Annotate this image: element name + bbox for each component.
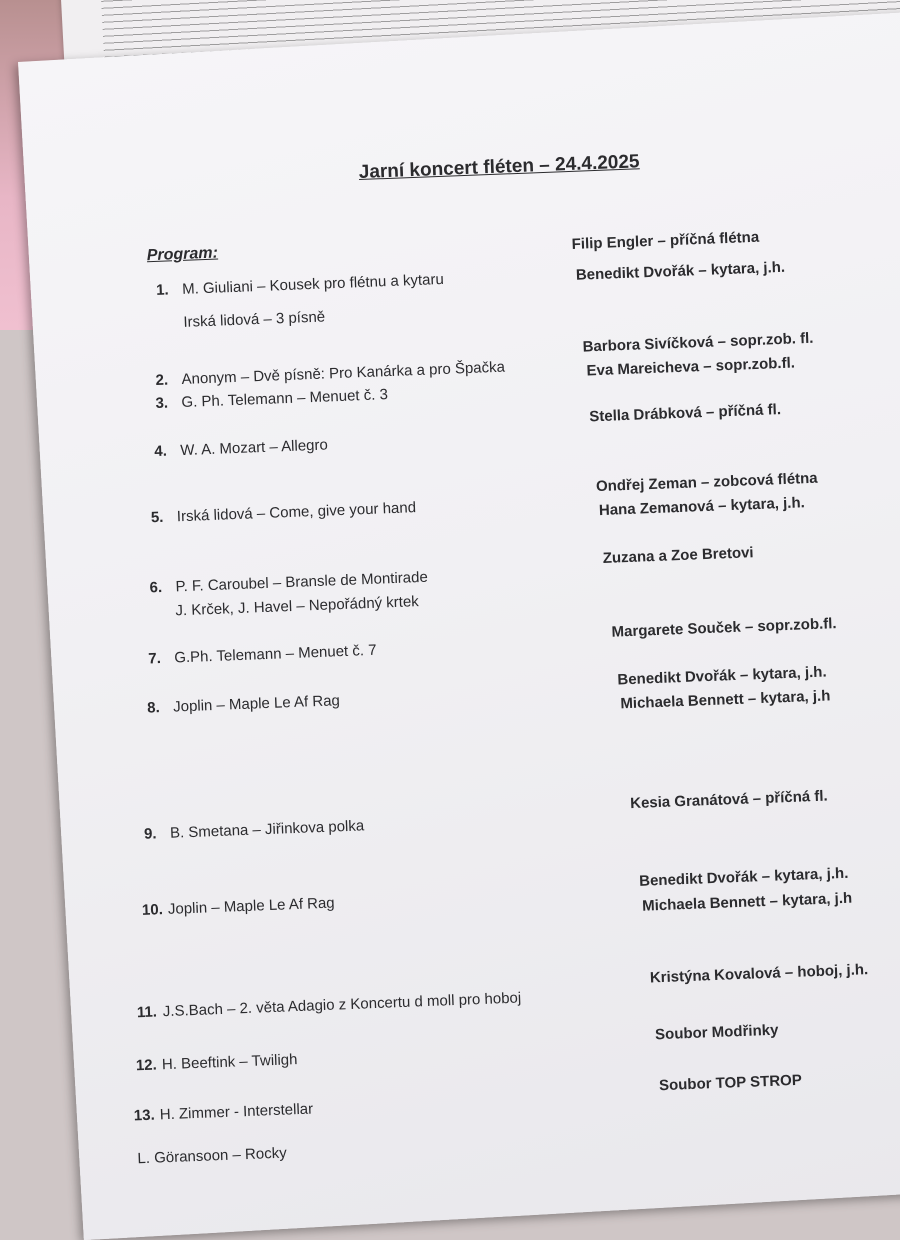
item-number: 13. bbox=[133, 1106, 156, 1125]
item-piece: M. Giuliani – Kousek pro flétnu a kytaru bbox=[181, 270, 445, 298]
program-item-7 bbox=[148, 642, 377, 668]
item-piece: Irská lidová – 3 písně bbox=[183, 308, 326, 331]
item-piece: G. Ph. Telemann – Menuet č. 3 bbox=[181, 386, 389, 412]
page-title: Jarní koncert fléten – 24.4.2025 bbox=[358, 151, 640, 184]
program-item-6-line-2 bbox=[175, 593, 419, 619]
item-piece: H. Beeftink – Twiligh bbox=[161, 1051, 298, 1074]
performer-1: Filip Engler – příčná flétna bbox=[571, 228, 760, 253]
program-content bbox=[20, 45, 900, 1199]
program-item-10 bbox=[142, 895, 335, 919]
program-item-9 bbox=[144, 817, 365, 842]
item-piece: B. Smetana – Jiřinkova polka bbox=[169, 817, 365, 842]
item-piece: J.S.Bach – 2. věta Adagio z Koncertu d moll pro hoboj bbox=[162, 989, 522, 1021]
program-item-13 bbox=[134, 1101, 314, 1125]
item-piece: Joplin – Maple Le Af Rag bbox=[172, 692, 341, 716]
performer-4: Eva Mareicheva – sopr.zob.fl. bbox=[586, 354, 796, 380]
item-number: 9. bbox=[143, 825, 157, 843]
program-item-1 bbox=[156, 271, 444, 299]
item-number: 6. bbox=[149, 578, 163, 597]
performer-14: Michaela Bennett – kytara, j.h bbox=[641, 889, 853, 915]
performer-9: Margarete Souček – sopr.zob.fl. bbox=[611, 615, 837, 641]
program-item-13-line-2 bbox=[137, 1145, 287, 1168]
program-item-6 bbox=[149, 569, 428, 597]
performer-13: Benedikt Dvořák – kytara, j.h. bbox=[638, 864, 849, 890]
item-number: 2. bbox=[155, 371, 169, 390]
item-number: 1. bbox=[155, 281, 170, 299]
item-piece: Joplin – Maple Le Af Rag bbox=[167, 894, 335, 918]
item-number: 12. bbox=[135, 1056, 158, 1075]
performer-10: Benedikt Dvořák – kytara, j.h. bbox=[617, 663, 827, 689]
item-number: 10. bbox=[141, 901, 164, 919]
program-item-5 bbox=[151, 499, 417, 526]
item-piece: Irská lidová – Come, give your hand bbox=[176, 499, 417, 526]
program-item-4 bbox=[154, 436, 328, 460]
program-item-2 bbox=[155, 359, 505, 389]
program-item-12 bbox=[136, 1051, 298, 1074]
performer-15: Kristýna Kovalová – hoboj, j.h. bbox=[649, 961, 869, 987]
performer-3: Barbora Sivíčková – sopr.zob. fl. bbox=[582, 329, 814, 356]
program-label: Program: bbox=[146, 244, 219, 265]
item-number: 3. bbox=[155, 394, 169, 413]
item-number: 11. bbox=[136, 1003, 158, 1022]
performer-17: Soubor TOP STROP bbox=[658, 1071, 803, 1095]
performer-16: Soubor Modřinky bbox=[654, 1021, 779, 1044]
item-piece: H. Zimmer - Interstellar bbox=[159, 1100, 314, 1124]
performer-5: Stella Drábková – příčná fl. bbox=[589, 401, 782, 426]
program-item-11 bbox=[137, 989, 522, 1021]
item-piece: P. F. Caroubel – Bransle de Montirade bbox=[175, 568, 429, 596]
item-piece: Anonym – Dvě písně: Pro Kanárka a pro Špačka bbox=[181, 358, 506, 389]
program-item-1-line-2 bbox=[183, 308, 325, 330]
item-number: 4. bbox=[154, 442, 168, 461]
item-piece: L. Göransoon – Rocky bbox=[137, 1144, 287, 1168]
item-number: 7. bbox=[147, 650, 162, 668]
performer-12: Kesia Granátová – příčná fl. bbox=[629, 787, 828, 813]
item-piece: G.Ph. Telemann – Menuet č. 7 bbox=[173, 641, 377, 667]
performer-6: Ondřej Zeman – zobcová flétna bbox=[595, 469, 818, 496]
performer-11: Michaela Bennett – kytara, j.h bbox=[620, 687, 831, 713]
performer-2: Benedikt Dvořák – kytara, j.h. bbox=[575, 258, 786, 284]
item-number: 5. bbox=[150, 508, 164, 527]
program-item-3 bbox=[155, 386, 388, 412]
item-piece: J. Krček, J. Havel – Nepořádný krtek bbox=[175, 593, 420, 620]
performer-7: Hana Zemanová – kytara, j.h. bbox=[598, 494, 806, 520]
program-item-8 bbox=[147, 692, 340, 716]
item-number: 8. bbox=[146, 699, 161, 717]
item-piece: W. A. Mozart – Allegro bbox=[180, 436, 329, 460]
performer-8: Zuzana a Zoe Bretovi bbox=[602, 544, 754, 567]
